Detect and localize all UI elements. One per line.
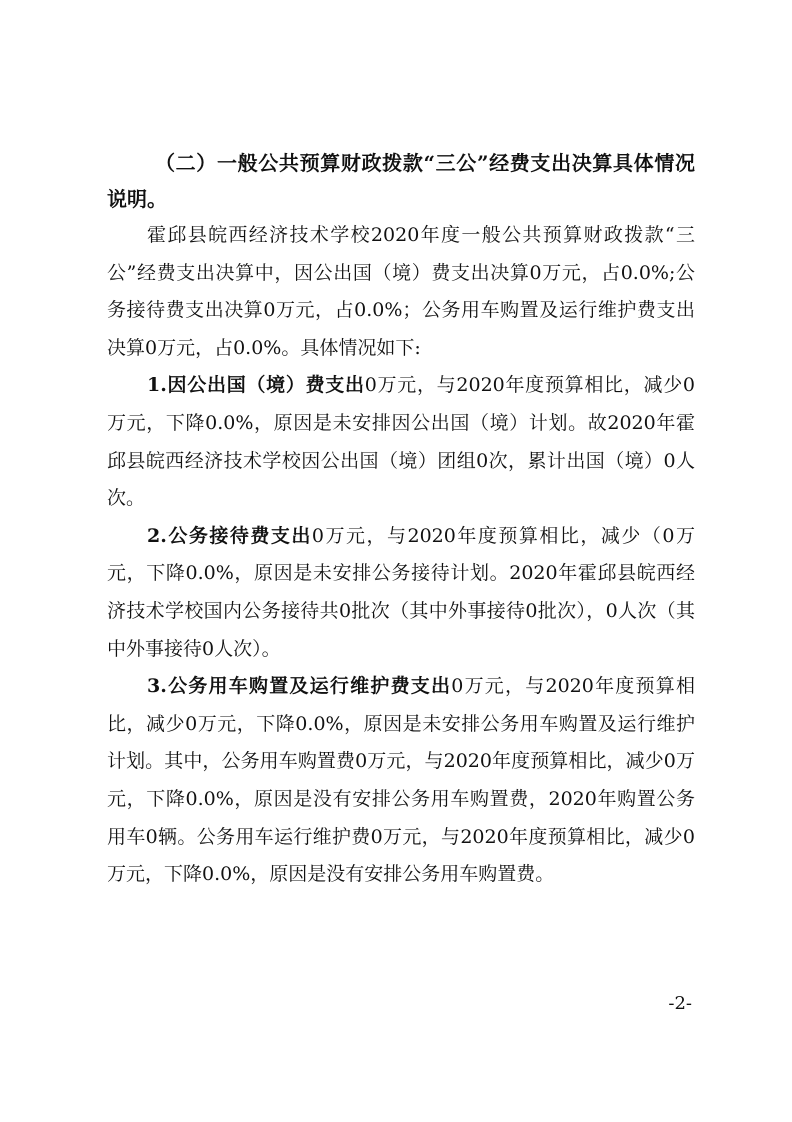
item-paragraph-overseas (107, 367, 695, 517)
item-lead-vehicles: 3.公务用车购置及运行维护费支出 (147, 675, 452, 698)
item-paragraph-vehicles (107, 668, 695, 894)
item-body-reception: 0万元，与2020年度预算相比，减少（0万元，下降0.0%，原因是未安排公务接待计划。2020年霍邱县皖西经济技术学校国内公务接待共0批次（其中外事接待0批次），0人次（其中外事接待0人次）。 (107, 524, 696, 660)
item-lead-overseas: 1.因公出国（境）费支出 (147, 374, 365, 397)
intro-paragraph: 霍邱县皖西经济技术学校2020年度一般公共预算财政拨款“三公”经费支出决算中，因公出国（境）费支出决算0万元，占0.0%;公务接待费支出决算0万元，占0.0%；公务用车购置及运行维护费支出决算0万元，占0.0%。具体情况如下: (107, 224, 695, 359)
item-lead-reception: 2.公务接待费支出 (147, 524, 312, 547)
item-body-overseas: 0万元，与2020年度预算相比，减少0万元，下降0.0%，原因是未安排因公出国（境）计划。故2020年霍邱县皖西经济技术学校因公出国（境）团组0次，累计出国（境）0人次。 (107, 374, 695, 510)
page-number: -2- (668, 993, 692, 1014)
section-heading: （二）一般公共预算财政拨款“三公”经费支出决算具体情况说明。 (107, 151, 695, 211)
item-paragraph-reception (107, 518, 695, 668)
document-body (107, 145, 695, 894)
item-body-vehicles: 0万元，与2020年度预算相比，减少0万元，下降0.0%，原因是未安排公务用车购置及运行维护计划。其中，公务用车购置费0万元，与2020年度预算相比，减少0万元，下降0.0%，原因是没有安排公务用车购置费，2020年购置公务用车0辆。公务用车运行维护费0万元，与2020年度预算相比，减少0万元，下降0.0%，原因是没有安排公务用车购置费。 (107, 675, 695, 886)
